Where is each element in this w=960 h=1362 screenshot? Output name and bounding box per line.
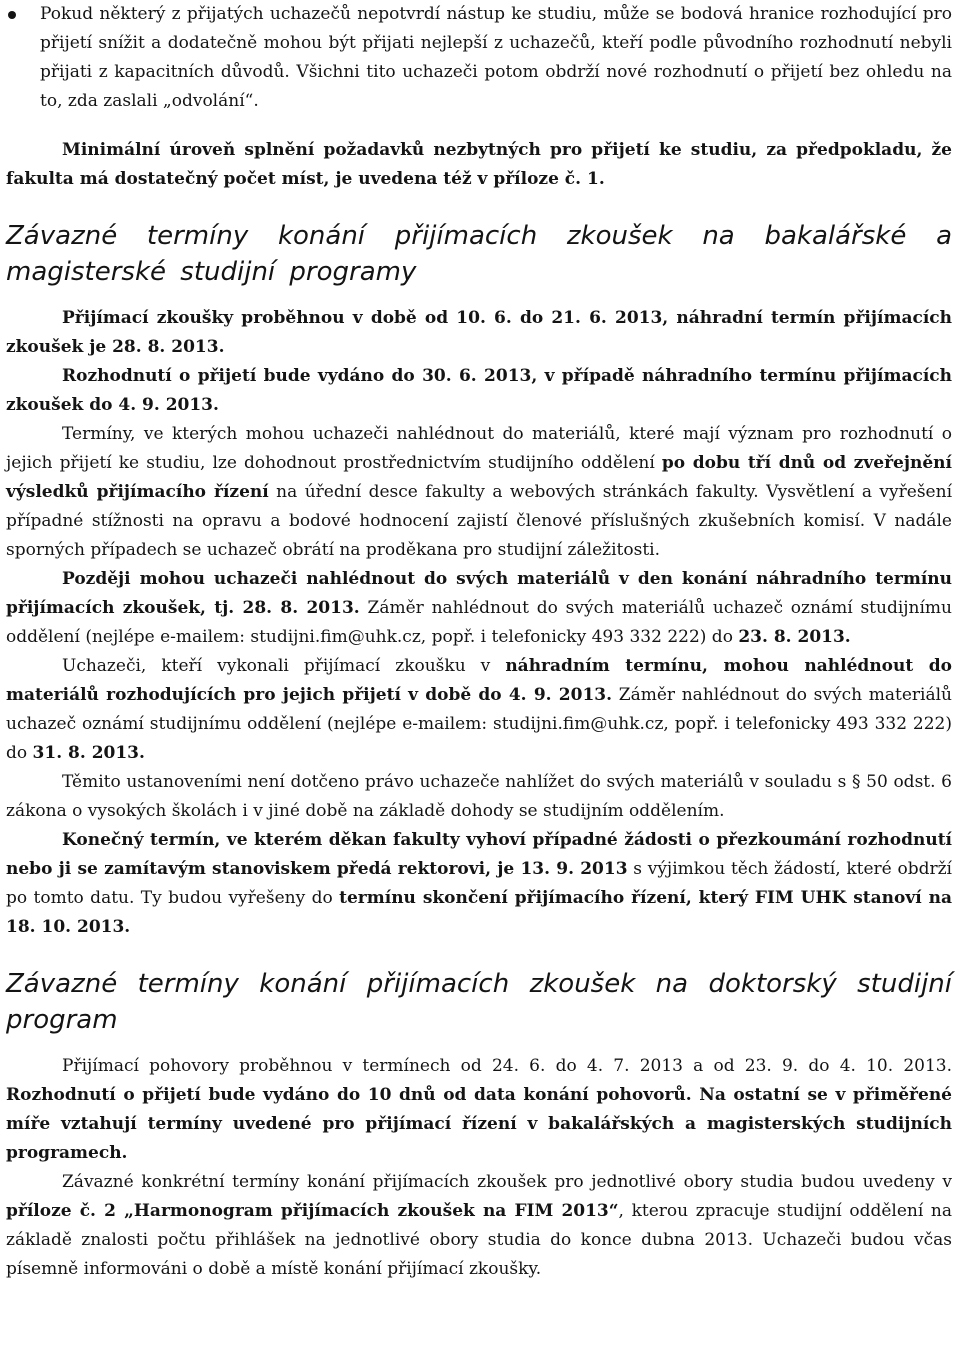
substitute-text-2: Záměr nahlédnout do svých materiálů uchazeč oznámí studijnímu oddělení (nejlépe e-mailem: studijni.fim@uhk.cz, popř. i telefonicky 493 332 222) do [6, 685, 952, 763]
schedule-text-2: , kterou zpracuje studijní oddělení na základě znalosti počtu přihlášek na jednotlivé obory studia do konce dubna 2013. Uchazeči budou včas písemně informováni o době a místě konání přijímací zkoušky. [6, 1201, 953, 1279]
later-bold-1: Později mohou uchazeči nahlédnout do svých materiálů v den konání náhradního termínu přijímacích zkoušek, tj. 28. 8. 2013. [6, 569, 952, 618]
substitute-bold-2: 31. 8. 2013. [32, 743, 145, 763]
heading-bachelor-master-deadlines: Závazné termíny konání přijímacích zkoušek na bakalářské a magisterské studijní programy [6, 221, 952, 287]
paragraph-later-inspection [6, 565, 952, 652]
substitute-bold-1: náhradním termínu, mohou nahlédnout do materiálů rozhodujících pro jejich přijetí v době do 4. 9. 2013. [6, 656, 952, 705]
later-text-1: Záměr nahlédnout do svých materiálů uchazeč oznámí studijnímu oddělení (nejlépe e-mailem: studijni.fim@uhk.cz, popř. i telefonicky 493 332 222) do [6, 598, 952, 647]
paragraph-final-deadline [6, 826, 952, 942]
interviews-text-1: Přijímací pohovory proběhnou v termínech od 24. 6. do 4. 7. 2013 a od 23. 9. do 4. 10. 2013. [62, 1056, 952, 1076]
inspection-text-1: Termíny, ve kterých mohou uchazeči nahlédnout do materiálů, které mají význam pro rozhodnutí o jejich přijetí ke studiu, lze dohodnout prostřednictvím studijního oddělení [6, 424, 952, 473]
exam-dates-text: Přijímací zkoušky proběhnou v době od 10. 6. do 21. 6. 2013, náhradní termín přijímacích zkoušek je 28. 8. 2013. [6, 308, 952, 357]
paragraph-minimum-requirements [6, 136, 952, 194]
final-bold-1: Konečný termín, ve kterém děkan fakulty vyhoví případné žádosti o přezkoumání rozhodnutí nebo ji se zamítavým stanoviskem předá rektorovi, je 13. 9. 2013 [6, 830, 952, 879]
inspection-text-2: na úřední desce fakulty a webových stránkách fakulty. Vysvětlení a vyřešení případné stížnosti na opravu a bodové hodnocení zajistí členové příslušných zkušebních komisí. V nadále sporných případech se uchazeč obrátí na proděkana pro studijní záležitosti. [6, 482, 953, 560]
schedule-text-1: Závazné konkrétní termíny konání přijímacích zkoušek pro jednotlivé obory studia budou uvedeny v [62, 1172, 952, 1192]
paragraph-schedule-annex [6, 1168, 952, 1284]
paragraph-decision-dates [6, 362, 952, 420]
bullet-text: Pokud některý z přijatých uchazečů nepotvrdí nástup ke studiu, může se bodová hranice rozhodující pro přijetí snížit a dodatečně mohou být přijati nejlepší z uchazečů, kteří podle původního rozhodnutí nebyli přijati z kapacitních důvodů. Všichni tito uchazeči potom obdrží nové rozhodnutí o přijetí bez ohledu na to, zda zaslali „odvolání“. [40, 4, 952, 111]
heading-doctoral-deadlines: Závazné termíny konání přijímacích zkoušek na doktorský studijní program [6, 969, 952, 1035]
schedule-bold-1: příloze č. 2 „Harmonogram přijímacích zkoušek na FIM 2013“ [6, 1201, 619, 1221]
paragraph-legal-rights [6, 768, 952, 826]
decision-dates-text: Rozhodnutí o přijetí bude vydáno do 30. 6. 2013, v případě náhradního termínu přijímacích zkoušek do 4. 9. 2013. [6, 366, 952, 415]
bullet-dot-icon [8, 11, 16, 19]
inspection-bold-1: po dobu tří dnů od zveřejnění výsledků přijímacího řízení [6, 453, 952, 502]
paragraph-inspection-terms [6, 420, 952, 565]
minimum-requirements-text: Minimální úroveň splnění požadavků nezbytných pro přijetí ke studiu, za předpokladu, že fakulta má dostatečný počet míst, je uvedena též v příloze č. 1. [6, 140, 952, 189]
final-bold-2: termínu skončení přijímacího řízení, který FIM UHK stanoví na 18. 10. 2013. [6, 888, 952, 937]
paragraph-substitute-term [6, 652, 952, 768]
rights-text: Těmito ustanoveními není dotčeno právo uchazeče nahlížet do svých materiálů v souladu s § 50 odst. 6 zákona o vysokých školách i v jiné době na základě dohody se studijním oddělením. [6, 772, 952, 821]
later-bold-2: 23. 8. 2013. [738, 627, 851, 647]
bullet-paragraph-reconsideration [6, 0, 952, 116]
document-page [6, 0, 952, 1284]
paragraph-doctoral-interviews [6, 1052, 952, 1168]
substitute-text-1: Uchazeči, kteří vykonali přijímací zkoušku v [62, 656, 506, 676]
paragraph-exam-dates [6, 304, 952, 362]
interviews-bold-1: Rozhodnutí o přijetí bude vydáno do 10 dnů od data konání pohovorů. Na ostatní se v přiměřené míře vztahují termíny uvedené pro přijímací řízení v bakalářských a magisterských studijních programech. [6, 1085, 952, 1163]
final-text-1: s výjimkou těch žádostí, které obdrží po tomto datu. Ty budou vyřešeny do [6, 859, 952, 908]
